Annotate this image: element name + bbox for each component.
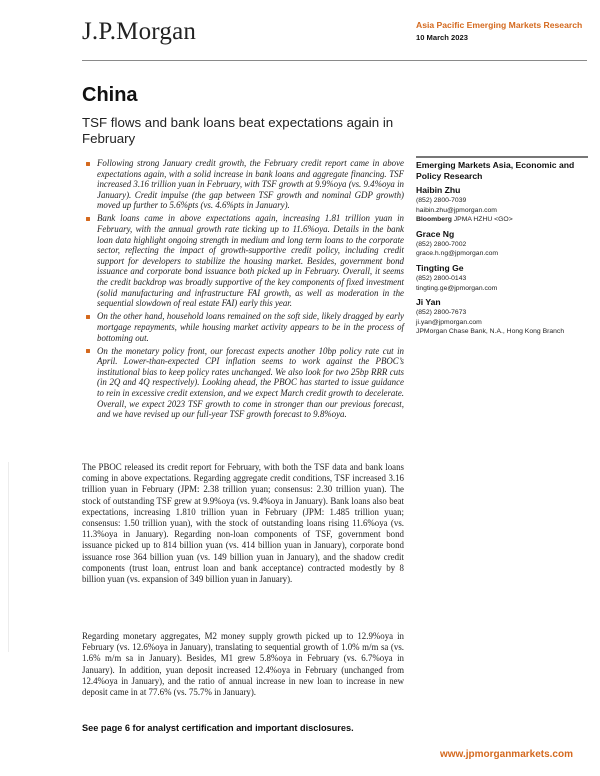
analyst-email[interactable]: tingting.ge@jpmorgan.com (416, 284, 498, 292)
page-subtitle: TSF flows and bank loans beat expectations again in February (82, 115, 394, 146)
bullet-icon (86, 217, 90, 221)
watermark-line (8, 462, 9, 652)
header-divider (82, 60, 587, 61)
body-paragraph: The PBOC released its credit report for February, with both the TSF data and bank loans coming in above expectations. Regarding aggregate credit conditions, TSF increased 3.16 trillion yuan in February (JPM: 2.38 trillion yuan; consensus: 2.30 trillion yuan). The stock of outstanding TSF grew at 9.9%oya (vs. 9.4%oya in January). Bank loans also beat expectations, increasing 1.810 trillion yuan in February (JPM: 1.485 trillion yuan; consensus: 1.50 trillion yuan), with the stock of outstanding loans rising 11.6%oya (vs. 11.3%oya in January). Regarding non-loan components of TSF, government bond issuance picked up to 814 billion yuan (vs. 414 billion yuan in January), corporate bond issuance rose 364 billion yuan (vs. 149 billion yuan in January), and the shadow credit components (trust loan, entrust loan and bank acceptance) contracted modestly by 8 billion yuan (vs. expansion of 349 billion yuan in January). (82, 462, 404, 585)
analyst-phone: (852) 2800-0143 (416, 274, 467, 282)
analyst-phone: (852) 2800-7002 (416, 240, 467, 248)
footer-website-link[interactable]: www.jpmorganmarkets.com (440, 749, 573, 760)
bullet-icon (86, 349, 90, 353)
analyst-email[interactable]: haibin.zhu@jpmorgan.com (416, 206, 497, 214)
bullet-icon (86, 315, 90, 319)
summary-bullet (86, 158, 404, 211)
bullet-text: On the other hand, household loans remained on the soft side, likely dragged by early mortgage repayments, while housing market activity appears to be in the process of bottoming out. (97, 311, 404, 343)
analyst-name: Haibin Zhu (416, 185, 461, 195)
analyst-contact (416, 263, 588, 293)
jpmorgan-logo: J.P.Morgan (82, 18, 197, 45)
bloomberg-label: Bloomberg (416, 216, 452, 224)
report-date: 10 March 2023 (416, 32, 468, 42)
analyst-bank-entity: JPMorgan Chase Bank, N.A., Hong Kong Branch (416, 328, 565, 336)
analyst-phone: (852) 2800-7039 (416, 197, 467, 204)
analyst-name: Grace Ng (416, 228, 455, 239)
analyst-email[interactable]: grace.h.ng@jpmorgan.com (416, 250, 499, 258)
summary-bullet (86, 311, 404, 343)
analyst-contact (416, 185, 588, 225)
analyst-panel-divider (416, 156, 588, 158)
research-team-title: Emerging Markets Asia, Economic and Policy Research (416, 160, 575, 181)
bullet-icon (86, 162, 90, 166)
report-header (416, 20, 586, 42)
analyst-panel (416, 156, 588, 337)
bloomberg-ticker: JPMA HZHU <GO> (451, 216, 513, 224)
disclosure-note: See page 6 for analyst certification and important disclosures. (82, 723, 354, 733)
report-series: Asia Pacific Emerging Markets Research (416, 20, 583, 30)
summary-bullet (86, 346, 404, 420)
analyst-email[interactable]: ji.yan@jpmorgan.com (416, 318, 482, 326)
analyst-phone: (852) 2800-7673 (416, 309, 467, 317)
analyst-contact (416, 229, 588, 259)
analyst-bloomberg (416, 215, 588, 225)
summary-bullet (86, 213, 404, 308)
analyst-contact (416, 297, 588, 337)
bullet-text: Following strong January credit growth, the February credit report came in above expectations again, with a solid increase in bank loans and aggregate financing. TSF increased 3.16 trillion yuan in February, with TSF growth at 9.9%oya (vs. 9.4%oya in January). Credit impulse (the gap between TSF growth and nominal GDP growth) moved up further to 5.6%pts (vs. 4.6%pts in January). (97, 158, 404, 211)
analyst-name: Ji Yan (416, 297, 441, 308)
analyst-name: Tingting Ge (416, 262, 464, 273)
body-paragraph: Regarding monetary aggregates, M2 money supply growth picked up to 12.9%oya in February (vs. 12.6%oya in January), translating to sequential growth of 1.0% m/m sa (vs. 1.6% m/m sa in January). Besides, M1 grew 5.8%oya in February (vs. 6.7%oya in January). In addition, yuan deposit increased 12.4%oya in February (unchanged from 12.4%oya in January), and the ratio of annual increase in new loan to increase in new deposit came in at 77.6% (vs. 75.7% in January). (82, 631, 404, 698)
bullet-text: Bank loans came in above expectations again, increasing 1.81 trillion yuan in February, with the annual growth rate ticking up to 11.6%oya. Details in the bank loan data highlight ongoing strength in medium and long term loans to the corporate sector, reflecting the impact of growth-supportive credit policy, including credit support for developers to stabilize the housing market. Besides, government bond issuance and corporate bond issuance both picked up in February. Overall, it seems the credit backdrop was broadly supportive of the key components of fixed investment (solid manufacturing and infrastructure FAI growth, as well as moderation in the sequential slowdown of real estate FAI) early this year. (97, 213, 404, 309)
summary-bullets (86, 158, 404, 422)
page-title: China (82, 84, 138, 106)
bullet-text: On the monetary policy front, our forecast expects another 10bp policy rate cut in April. Lower-than-expected CPI inflation seems to work against the PBOC’s institutional bias to keep policy rates unchanged. We also look for two 25bp RRR cuts (in 2Q and 4Q respectively). Looking ahead, the PBOC has started to issue guidance to rein in excessive credit extension, and we expect March credit growth to decelerate. Overall, we expect 2023 TSF growth to come in stronger than our previous forecast, and we have revised up our full-year TSF growth forecast to 9.8%oya. (97, 345, 404, 420)
